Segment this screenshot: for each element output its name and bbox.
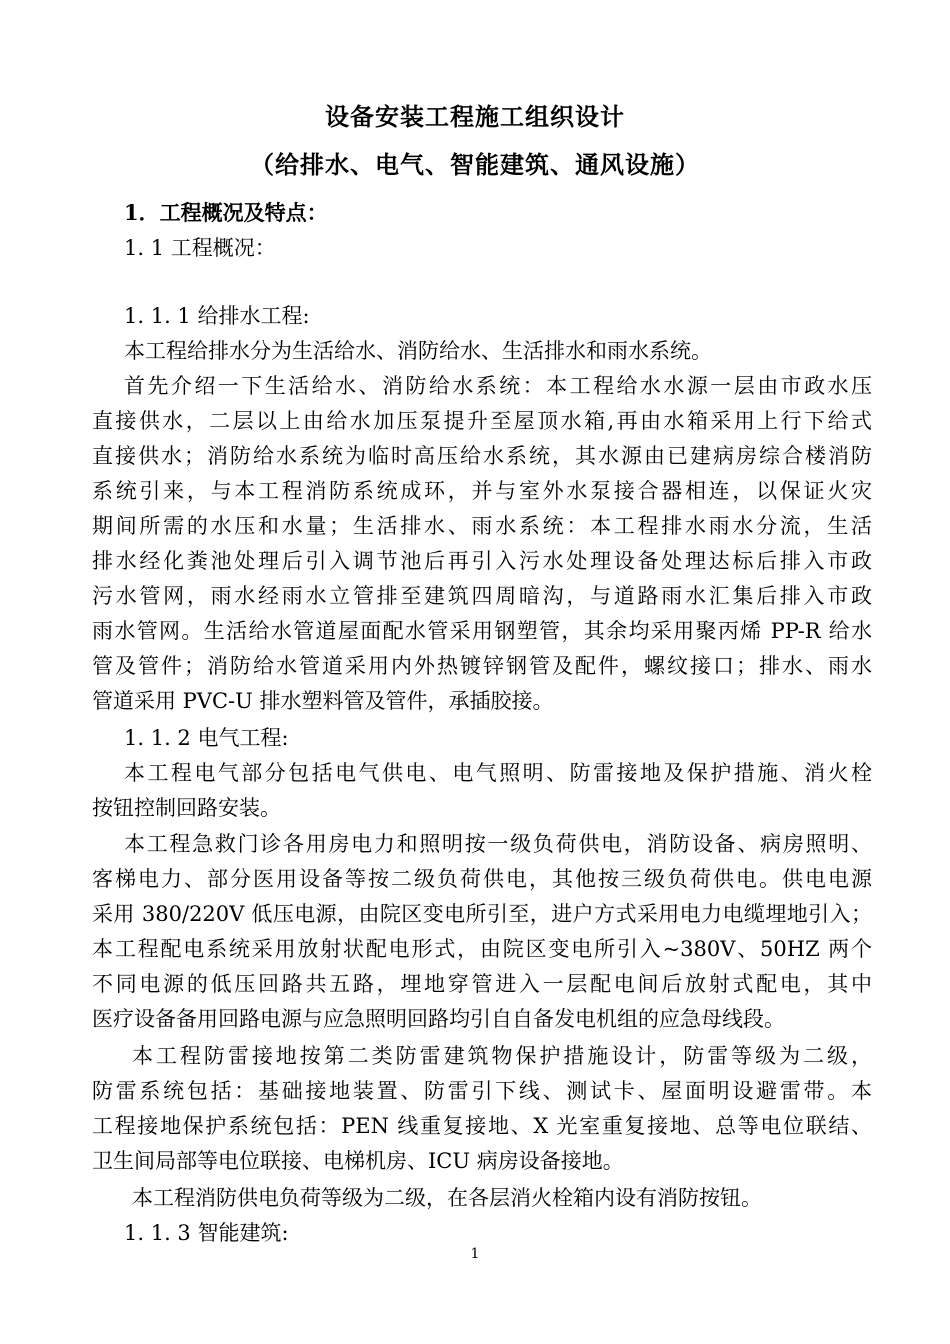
paragraph-line: 系统引来，与本工程消防系统成环，并与室外水泵接合器相连，以保证火灾 [92, 479, 872, 503]
paragraph-line: 客梯电力、部分医用设备等按二级负荷供电，其他按三级负荷供电。供电电源 [92, 867, 872, 891]
document-subtitle: （给排水、电气、智能建筑、通风设施） [250, 150, 700, 179]
paragraph-line: 按钮控制回路安装。 [92, 796, 281, 820]
subsection-heading: 1. 1 工程概况： [124, 236, 276, 260]
page-number: 1 [470, 1246, 480, 1262]
subsection-heading: 1. 1. 1 给排水工程: [124, 304, 310, 328]
paragraph-line: 本工程急救门诊各用房电力和照明按一级负荷供电，消防设备、病房照明、 [124, 832, 872, 856]
subsection-heading: 1. 1. 2 电气工程: [124, 726, 289, 750]
paragraph-line: 直接供水；消防给水系统为临时高压给水系统，其水源由已建病房综合楼消防 [92, 444, 872, 468]
paragraph-line: 排水经化粪池处理后引入调节池后再引入污水处理设备处理达标后排入市政 [92, 549, 872, 573]
section-heading: 1．工程概况及特点： [124, 200, 328, 225]
paragraph-line: 卫生间局部等电位联接、电梯机房、ICU 病房设备接地。 [92, 1149, 624, 1173]
paragraph-line: 采用 380/220V 低压电源，由院区变电所引至，进户方式采用电力电缆埋地引入； [92, 902, 872, 926]
paragraph-line: 不同电源的低压回路共五路，埋地穿管进入一层配电间后放射式配电，其中 [92, 972, 872, 996]
paragraph-line: 本工程电气部分包括电气供电、电气照明、防雷接地及保护措施、消火栓 [124, 761, 872, 785]
paragraph-line: 雨水管网。生活给水管道屋面配水管采用钢塑管，其余均采用聚丙烯 PP-R 给水 [92, 619, 872, 643]
paragraph-line: 管道采用 PVC-U 排水塑料管及管件，承插胶接。 [92, 689, 554, 713]
paragraph-line: 期间所需的水压和水量；生活排水、雨水系统：本工程排水雨水分流，生活 [92, 514, 872, 538]
paragraph-line: 医疗设备备用回路电源与应急照明回路均引自自备发电机组的应急母线段。 [92, 1007, 785, 1031]
paragraph-line: 工程接地保护系统包括：PEN 线重复接地、X 光室重复接地、总等电位联结、 [92, 1114, 872, 1138]
paragraph-line: 直接供水，二层以上由给水加压泵提升至屋顶水箱,再由水箱采用上行下给式 [92, 409, 872, 433]
paragraph-line: 首先介绍一下生活给水、消防给水系统：本工程给水水源一层由市政水压 [124, 374, 872, 398]
paragraph-line: 本工程配电系统采用放射状配电形式，由院区变电所引入~380V、50HZ 两个 [92, 937, 872, 961]
paragraph-line: 污水管网，雨水经雨水立管排至建筑四周暗沟，与道路雨水汇集后排入市政 [92, 584, 872, 608]
paragraph-line: 本工程消防供电负荷等级为二级，在各层消火栓箱内设有消防按钮。 [132, 1186, 762, 1210]
document-title: 设备安装工程施工组织设计 [325, 102, 625, 131]
subsection-heading: 1. 1. 3 智能建筑: [124, 1221, 289, 1245]
paragraph-line: 本工程给排水分为生活给水、消防给水、生活排水和雨水系统。 [124, 339, 712, 363]
paragraph-line: 本工程防雷接地按第二类防雷建筑物保护措施设计，防雷等级为二级， [132, 1044, 872, 1068]
paragraph-line: 管及管件；消防给水管道采用内外热镀锌钢管及配件，螺纹接口；排水、雨水 [92, 654, 872, 678]
paragraph-line: 防雷系统包括：基础接地装置、防雷引下线、测试卡、屋面明设避雷带。本 [92, 1079, 872, 1103]
